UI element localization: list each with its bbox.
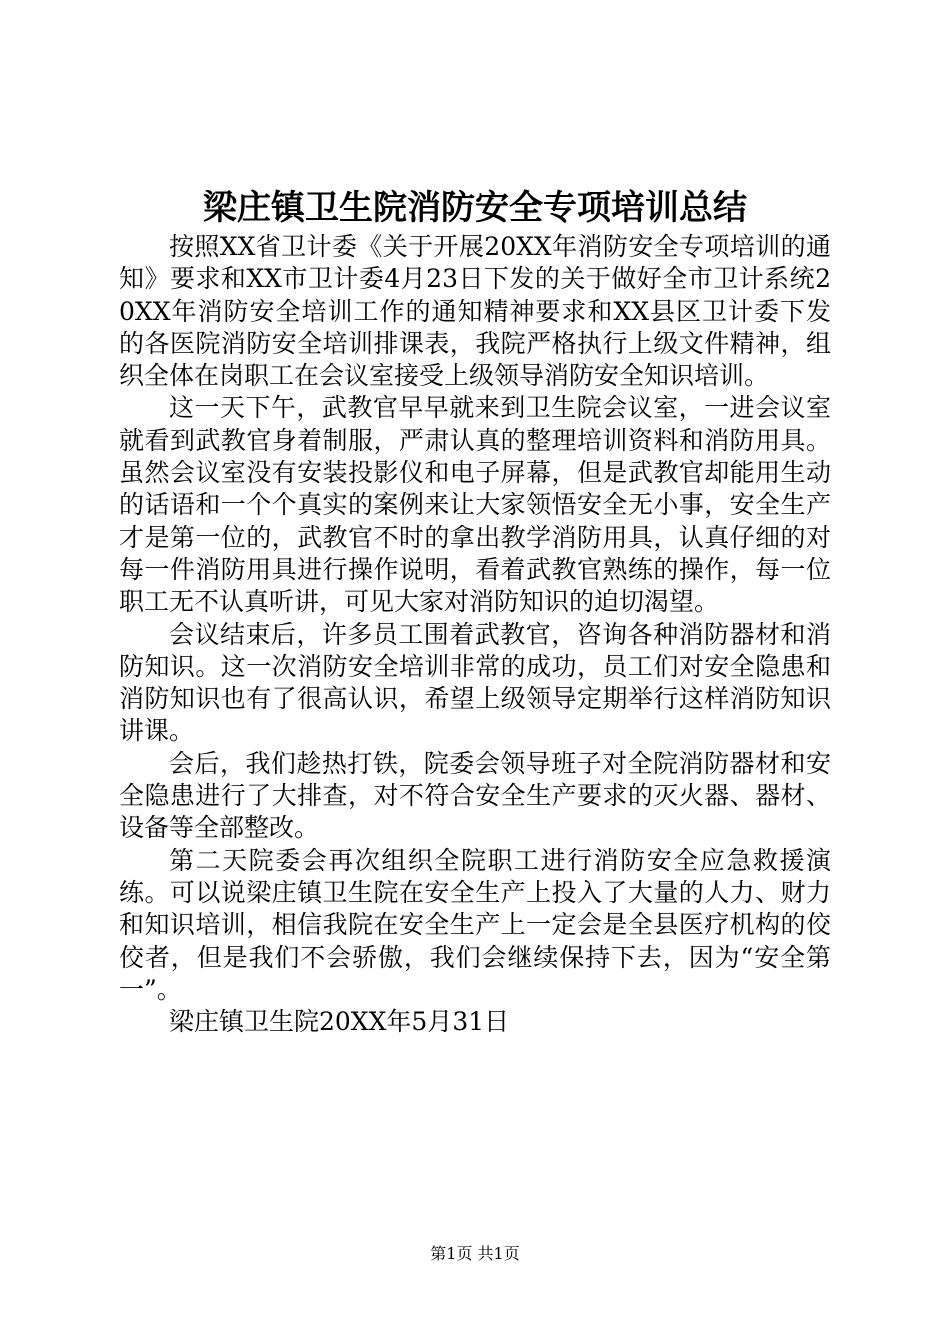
paragraph-1: 按照XX省卫计委《关于开展20XX年消防安全专项培训的通知》要求和XX市卫计委4月23日下发的关于做好全市卫计系统20XX年消防安全培训工作的通知精神要求和XX县区卫计委下发的各医院消防安全培训排课表，我院严格执行上级文件精神，组织全体在岗职工在会议室接受上级领导消防安全知识培训。 [119, 232, 831, 391]
page-footer: 第1页 共1页 [430, 1244, 520, 1263]
signature-line: 梁庄镇卫生院20XX年5月31日 [169, 1007, 510, 1037]
paragraph-4: 会后，我们趁热打铁，院委会领导班子对全院消防器材和安全隐患进行了大排查，对不符合安全生产要求的灭火器、器材、设备等全部整改。 [119, 748, 831, 843]
paragraph-5: 第二天院委会再次组织全院职工进行消防安全应急救援演练。可以说梁庄镇卫生院在安全生产上投入了大量的人力、财力和知识培训，相信我院在安全生产上一定会是全县医疗机构的佼佼者，但是我们不会骄傲，我们会继续保持下去，因为“安全第一”。 [119, 845, 831, 1004]
paragraph-2: 这一天下午，武教官早早就来到卫生院会议室，一进会议室就看到武教官身着制服，严肃认真的整理培训资料和消防用具。虽然会议室没有安装投影仪和电子屏幕，但是武教官却能用生动的话语和一个个真实的案例来让大家领悟安全无小事，安全生产才是第一位的，武教官不时的拿出教学消防用具，认真仔细的对每一件消防用具进行操作说明，看着武教官熟练的操作，每一位职工无不认真听讲，可见大家对消防知识的迫切渴望。 [119, 393, 831, 617]
document-title: 梁庄镇卫生院消防安全专项培训总结 [203, 188, 747, 228]
document-body [119, 231, 831, 1038]
paragraph-3: 会议结束后，许多员工围着武教官，咨询各种消防器材和消防知识。这一次消防安全培训非常的成功，员工们对安全隐患和消防知识也有了很高认识，希望上级领导定期举行这样消防知识讲课。 [119, 619, 831, 746]
